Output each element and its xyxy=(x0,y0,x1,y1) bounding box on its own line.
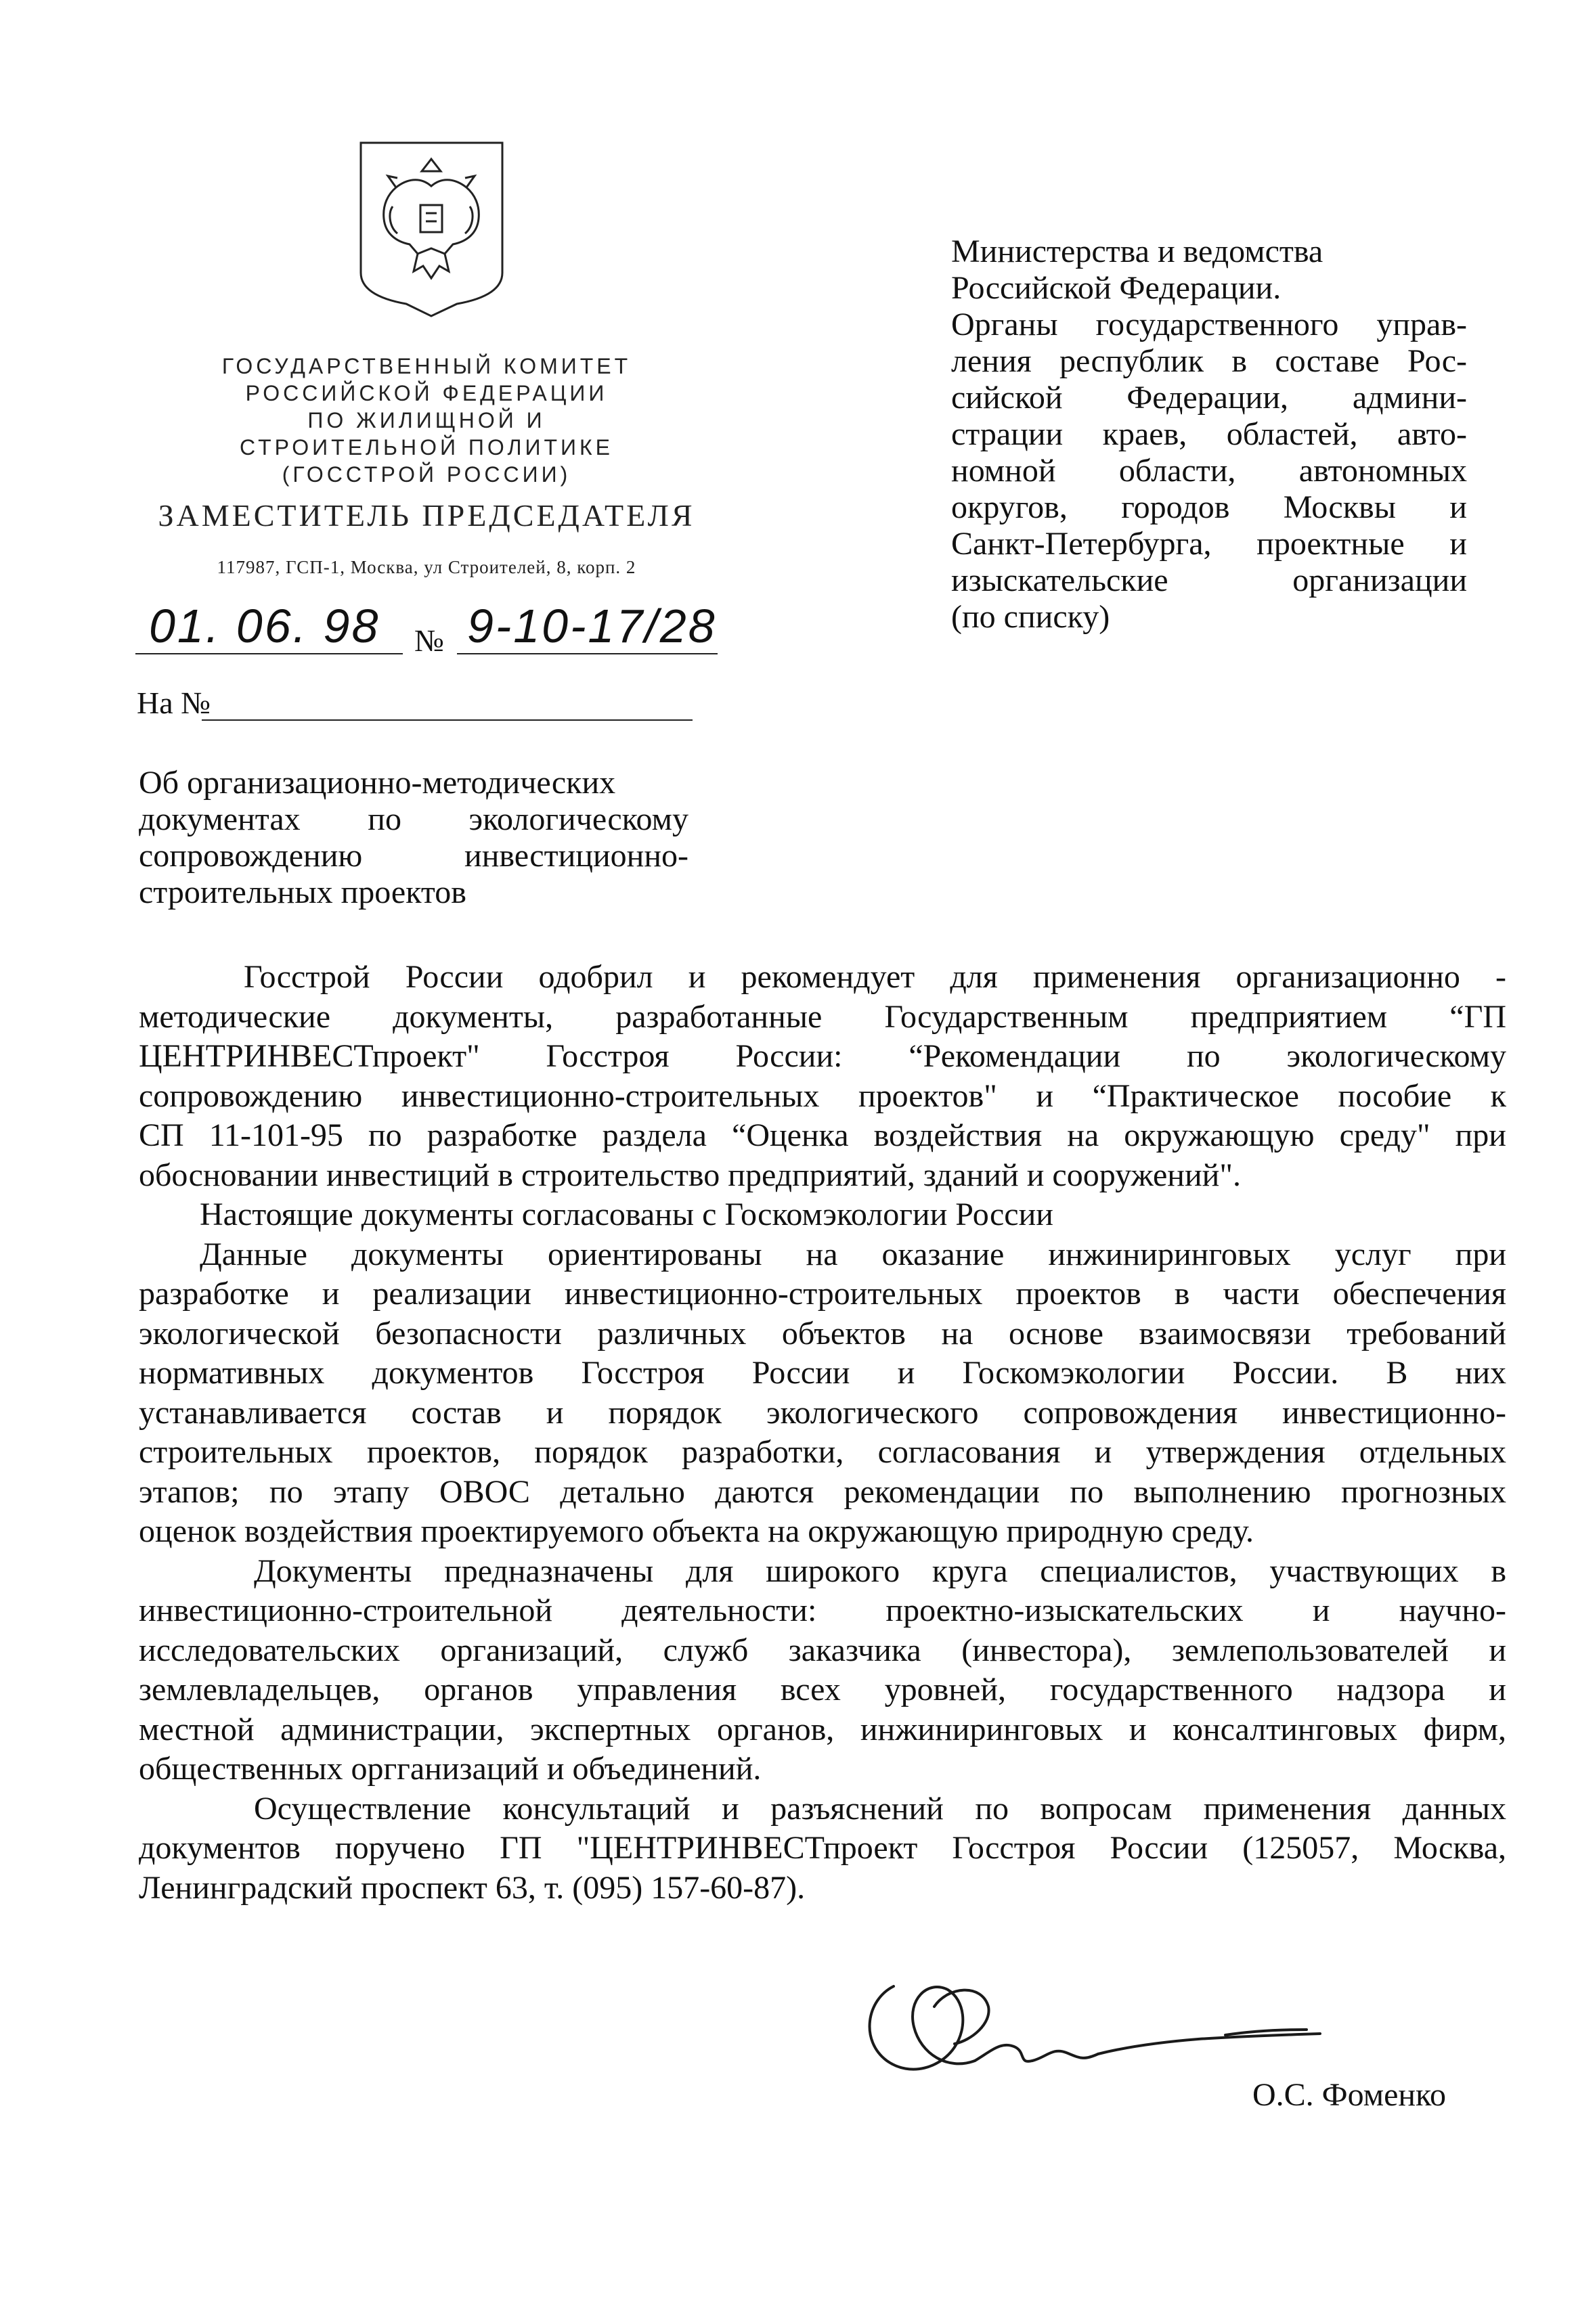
body-line: Осуществление консультаций и разъяснений по вопросам применения данных xyxy=(254,1790,1506,1827)
subject-line: документах по экологическому xyxy=(139,801,688,837)
body-line: устанавливается состав и порядок экологического сопровождения инвестиционно- xyxy=(139,1394,1506,1431)
addressee-line: изыскательские организации xyxy=(951,562,1467,598)
org-name-line: СТРОИТЕЛЬНОЙ ПОЛИТИКЕ xyxy=(240,435,613,460)
org-name-line: (ГОССТРОЙ РОССИИ) xyxy=(282,462,571,487)
body-line: исследовательских организаций, служб заказчика (инвестора), землепользователей и xyxy=(139,1632,1506,1668)
number-label: № xyxy=(414,623,444,658)
org-name-line: ГОСУДАРСТВЕННЫЙ КОМИТЕТ xyxy=(221,354,632,378)
body-line: общественных оргганизаций и объединений. xyxy=(139,1751,762,1787)
body-line: Ленинградский проспект 63, т. (095) 157-60-87). xyxy=(139,1869,806,1906)
number-underline xyxy=(457,653,718,654)
addressee-line: номной области, автономных xyxy=(951,453,1467,489)
body-line: Настоящие документы согласованы с Госкомэкологии России xyxy=(200,1197,1053,1232)
body-line: землевладельцев, органов управления всех уровней, государственного надзора и xyxy=(139,1672,1506,1707)
body-line: экологической безопасности различных объектов на основе взаимосвязи требований xyxy=(139,1315,1506,1351)
subject-line: Об организационно-методических xyxy=(139,765,616,801)
double-headed-eagle xyxy=(384,159,479,278)
addressee-block xyxy=(951,233,1467,635)
body-line: СП 11-101-95 по разработке раздела “Оценка воздействия на окружающую среду" при xyxy=(139,1117,1506,1153)
body-line: ЦЕНТРИНВЕСТпроект" Госстроя России: “Рекомендации по экологическому xyxy=(139,1038,1506,1074)
body-line: местной администрации, экспертных органов, инжиниринговых и консалтинговых фирм, xyxy=(139,1711,1506,1747)
addressee-line: страции краев, областей, авто- xyxy=(951,416,1467,452)
coat-of-arms-emblem xyxy=(355,139,508,318)
addressee-line: Санкт-Петербурга, проектные и xyxy=(951,526,1467,562)
document-number: 9-10-17/28 xyxy=(467,600,717,652)
letter-subject xyxy=(139,765,688,911)
body-line: строительных проектов, порядок разработки, согласования и утверждения отдельных xyxy=(139,1434,1506,1470)
letterhead-address: 117987, ГСП-1, Москва, ул Строителей, 8, корп. 2 xyxy=(217,557,636,577)
addressee-line: (по списку) xyxy=(951,599,1110,635)
reply-to-underline xyxy=(202,719,693,721)
body-line: Госстрой России одобрил и рекомендует для применения организационно - xyxy=(244,959,1506,995)
body-line: Данные документы ориентированы на оказание инжиниринговых услуг при xyxy=(200,1236,1506,1272)
body-line: Документы предназначены для широкого круга специалистов, участвующих в xyxy=(254,1552,1506,1589)
org-name-line: РОССИЙСКОЙ ФЕДЕРАЦИИ xyxy=(245,381,608,405)
addressee-line: Органы государственного управ- xyxy=(951,307,1467,342)
signer-name: О.С. Фоменко xyxy=(1252,2077,1446,2113)
body-line: сопровождению инвестиционно-строительных проектов" и “Практическое пособие к xyxy=(139,1077,1506,1114)
emblem-shield-frame xyxy=(361,143,502,316)
addressee-line: Министерства и ведомства xyxy=(951,233,1323,269)
addressee-line: Российской Федерации. xyxy=(951,270,1282,306)
addressee-line: ления республик в составе Рос- xyxy=(951,343,1467,379)
department-title: ЗАМЕСТИТЕЛЬ ПРЕДСЕДАТЕЛЯ xyxy=(158,498,695,533)
subject-line: сопровождению инвестиционно- xyxy=(139,838,688,874)
document-date: 01. 06. 98 xyxy=(149,600,380,652)
addressee-line: округов, городов Москвы и xyxy=(951,489,1467,525)
body-line: методические документы, разработанные Государственным предприятием “ГП xyxy=(139,998,1506,1035)
body-line: нормативных документов Госстроя России и Госкомэкологии России. В них xyxy=(139,1355,1506,1391)
org-name-line: ПО ЖИЛИЩНОЙ И xyxy=(307,408,546,432)
body-line: оценок воздействия проектируемого объекта на окружающую природную среду. xyxy=(139,1513,1254,1549)
body-line: разработке и реализации инвестиционно-строительных проектов в части обеспечения xyxy=(139,1276,1506,1312)
addressee-line: сийской Федерации, админи- xyxy=(951,380,1467,416)
subject-line: строительных проектов xyxy=(139,874,466,910)
body-line: обосновании инвестиций в строительство предприятий, зданий и сооружений". xyxy=(139,1157,1241,1193)
body-line: инвестиционно-строительной деятельности: проектно-изыскательских и научно- xyxy=(139,1592,1506,1628)
body-line: этапов; по этапу ОВОС детально даются рекомендации по выполнению прогнозных xyxy=(139,1473,1506,1510)
letter-body xyxy=(139,958,1506,1908)
reply-to-label: На № xyxy=(137,686,211,720)
date-underline xyxy=(135,653,403,654)
body-line: документов поручено ГП "ЦЕНТРИНВЕСТпроект Госстроя России (125057, Москва, xyxy=(139,1830,1506,1866)
